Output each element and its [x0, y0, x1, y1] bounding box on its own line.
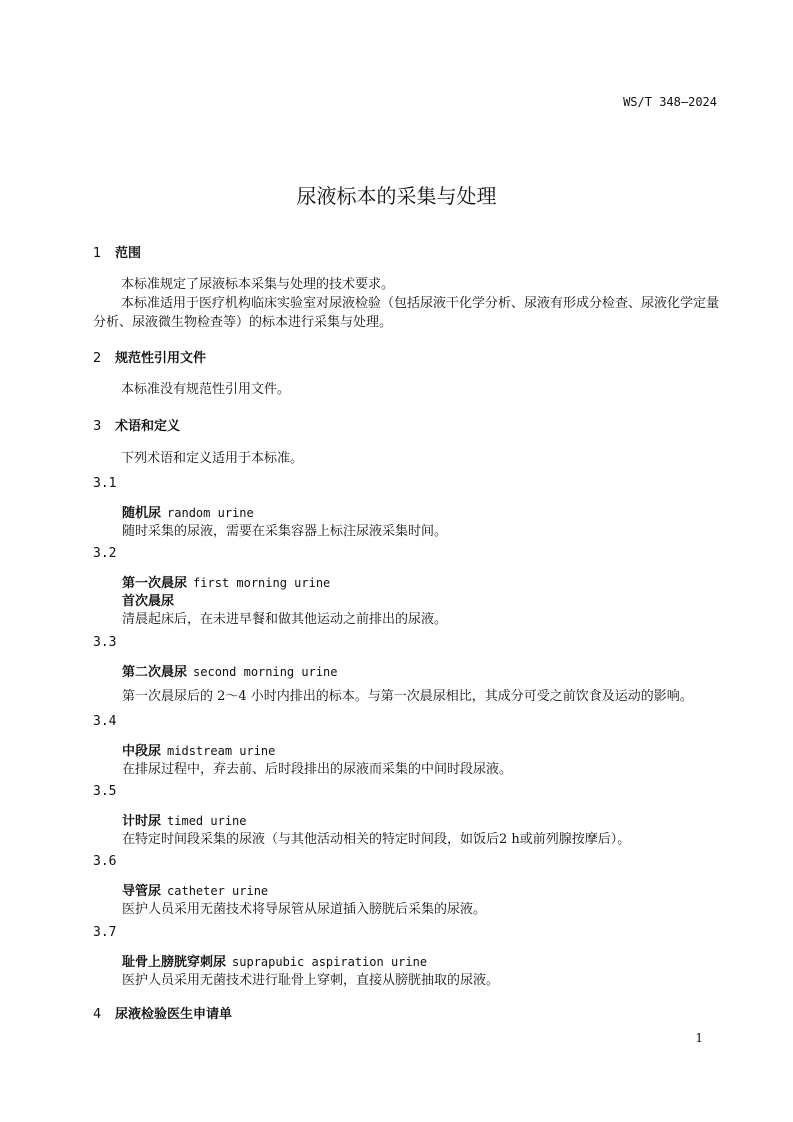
scope-paragraph-1: 本标准规定了尿液标本采集与处理的技术要求。: [121, 277, 395, 292]
term-definition: 清晨起床后，在未进早餐和做其他运动之前排出的尿液。: [122, 612, 448, 627]
term-title: [122, 661, 338, 680]
section-heading-1: [93, 242, 141, 261]
term-en: timed urine: [167, 814, 247, 828]
term-title: [122, 951, 427, 970]
term-alt-title: 首次晨尿: [122, 594, 175, 609]
term-definition: 医护人员采用无菌技术将导尿管从尿道插入膀胱后采集的尿液。: [122, 902, 487, 917]
term-title: [122, 880, 268, 899]
term-zh: 第二次晨尿: [122, 665, 188, 680]
term-en: first morning urine: [193, 576, 331, 590]
term-title: [122, 810, 247, 829]
section-number: 1: [93, 246, 102, 261]
term-zh: 中段尿: [122, 744, 162, 759]
term-definition: 第一次晨尿后的 2～4 小时内排出的标本。与第一次晨尿相比，其成分可受之前饮食及运动的影响。: [122, 689, 693, 704]
term-title: [122, 740, 275, 759]
section-heading-2: [93, 347, 206, 366]
section-heading-3: [93, 415, 180, 434]
term-number: 3.2: [93, 546, 117, 561]
term-number: 3.6: [93, 854, 117, 869]
term-zh: 耻骨上膀胱穿刺尿: [122, 955, 227, 970]
term-zh: 导管尿: [122, 884, 162, 899]
term-zh: 第一次晨尿: [122, 576, 188, 591]
term-number: 3.7: [93, 925, 117, 940]
section-title: 范围: [115, 246, 142, 261]
scope-paragraph-2: 本标准适用于医疗机构临床实验室对尿液检验（包括尿液干化学分析、尿液有形成分检查、尿液化学定量分析、尿液微生物检查等）的标本进行采集与处理。: [93, 296, 720, 330]
term-title: [122, 502, 254, 521]
term-definition: 在排尿过程中，弃去前、后时段排出的尿液而采集的中间时段尿液。: [122, 762, 513, 777]
document-code: WS/T 348—2024: [623, 95, 717, 109]
normative-paragraph: 本标准没有规范性引用文件。: [121, 382, 291, 397]
section-number: 2: [93, 351, 102, 366]
term-number: 3.1: [93, 476, 117, 491]
term-number: 3.3: [93, 635, 117, 650]
term-number: 3.5: [93, 784, 117, 799]
section-number: 4: [93, 1007, 102, 1022]
section-title: 尿液检验医生申请单: [115, 1007, 233, 1022]
section-number: 3: [93, 419, 102, 434]
term-definition: 在特定时间段采集的尿液（与其他活动相关的特定时间段，如饭后2 h或前列腺按摩后）。: [122, 832, 631, 847]
term-en: second morning urine: [193, 665, 338, 679]
term-definition: 随时采集的尿液，需要在采集容器上标注尿液采集时间。: [122, 524, 448, 539]
page-title: 尿液标本的采集与处理: [296, 184, 497, 208]
term-en: random urine: [167, 506, 254, 520]
terms-intro: 下列术语和定义适用于本标准。: [121, 451, 304, 466]
term-en: midstream urine: [167, 744, 276, 758]
term-en: suprapubic aspiration urine: [232, 955, 428, 969]
term-definition: 医护人员采用无菌技术进行耻骨上穿刺，直接从膀胱抽取的尿液。: [122, 973, 500, 988]
section-heading-4: [93, 1003, 232, 1022]
term-en: catheter urine: [167, 884, 269, 898]
section-title: 术语和定义: [115, 419, 181, 434]
term-number: 3.4: [93, 714, 117, 729]
term-title: [122, 572, 330, 591]
term-zh: 随机尿: [122, 506, 162, 521]
section-title: 规范性引用文件: [115, 351, 207, 366]
page-number: 1: [695, 1031, 703, 1045]
term-zh: 计时尿: [122, 814, 162, 829]
